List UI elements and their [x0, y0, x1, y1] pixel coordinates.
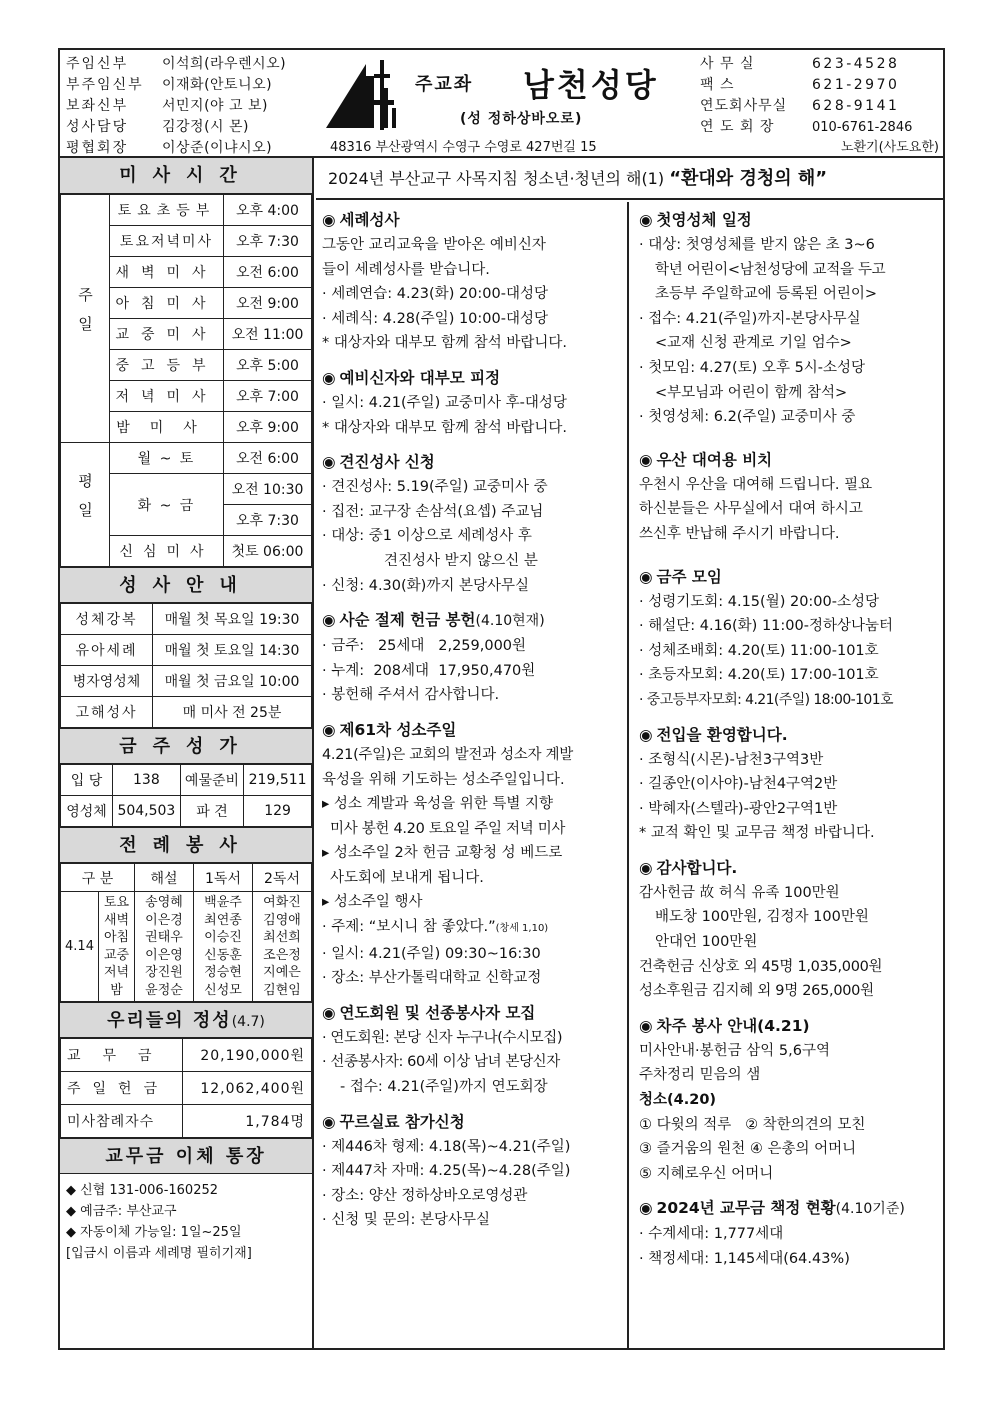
- notice-title: ◉ 감사합니다.: [639, 858, 738, 877]
- clergy-row: 보좌신부 서민지(야 고 보): [66, 98, 268, 114]
- table-row: 구 분 해설 1독서 2독서: [61, 864, 312, 892]
- target-bullet-icon: ◉: [639, 858, 653, 877]
- table-row: 성체강복 매월 첫 목요일 19:30: [61, 604, 312, 635]
- target-bullet-icon: ◉: [322, 1003, 336, 1022]
- table-row: 교무금 20,190,000원: [61, 1039, 312, 1072]
- offering-table: [60, 1038, 312, 1138]
- contact-row: 팩 스 621-2970: [700, 77, 900, 93]
- bulletin-header: [60, 50, 943, 158]
- target-bullet-icon: ◉: [322, 211, 336, 229]
- table-row: 오후 7:30: [61, 505, 312, 536]
- notice-tithe-status: ◉ 2024년 교무금 책정 현황(4.10기준) · 수계세대: 1,777세대 · 책정세대: 1,145세대(64.43%): [639, 1196, 937, 1271]
- mass-times-table: [60, 194, 312, 567]
- clergy-row: 성사담당 김강정(시 몬): [66, 119, 249, 135]
- contact-row: 연도회사무실 628-9141: [700, 98, 900, 114]
- table-row: 병자영성체 매월 첫 금요일 10:00: [61, 666, 312, 697]
- middle-column: [316, 202, 629, 1350]
- notice-cursillo: ◉ 꾸르실료 참가신청 · 제446차 형제: 4.18(목)~4.21(주일) · 제447차 자매: 4.25(목)~4.28(주일) · 장소: 양산 정하상바오로영성관 · 신청 및 문의: 본당사무실: [322, 1110, 621, 1233]
- church-title: 남천성당: [523, 66, 659, 104]
- table-row: 4.14 토요 새벽 아침 교중 저녁 밤 송영혜 이은경 권태우 이은영 장진원 윤정순 백윤주 최연종 이승진 신동훈 정승현 신성모 여화진 김영애 최선희 조은정 지예은 김현임: [61, 892, 312, 1002]
- service-reading1: 백윤주 최연종 이승진 신동훈 정승현 신성모: [194, 892, 253, 1002]
- clergy-list: [66, 54, 324, 159]
- notice-meetings: ◉ 금주 모임 · 성령기도회: 4.15(월) 20:00-소성당 · 해설단: 4.16(화) 11:00-정하상나눔터 · 성체조배회: 4.20(토) 11:00-101호 · 초등자모회: 4.20(토) 17:00-101호 · 중고등부자모회: 4.21(주일) 18:00-101호: [639, 565, 937, 713]
- table-row: 교중미사 오전 11:00: [61, 319, 312, 350]
- target-bullet-icon: ◉: [322, 368, 336, 387]
- table-row: 영성체 504,503 파 견 129: [61, 796, 312, 827]
- table-row: 신심미사 첫토 06:00: [61, 536, 312, 567]
- target-bullet-icon: ◉: [322, 453, 336, 472]
- target-bullet-icon: ◉: [639, 211, 653, 229]
- target-bullet-icon: ◉: [322, 611, 336, 630]
- target-bullet-icon: ◉: [322, 1112, 336, 1131]
- table-row: 주일헌금 12,062,400원: [61, 1072, 312, 1105]
- notice-vocation-sunday: ◉ 제61차 성소주일 4.21(주일)은 교회의 발전과 성소자 계발 육성을 위해 기도하는 성소주일입니다. ▸ 성소 계발과 육성을 위한 특별 지향 미사 봉헌 4.20 토요일 주일 저녁 미사 ▸ 성소주일 2차 헌금 교황청 성 베드로 사도회에 보내게 됩니다. ▸ 성소주일 행사 · 주제: “보시니 참 좋았다.”(창세 1,10) · 일시: 4.21(주일) 09:30~16:30 · 장소: 부산가톨릭대학교 신학교정: [322, 718, 621, 991]
- target-bullet-icon: ◉: [639, 1199, 653, 1218]
- contact-list: [700, 54, 944, 138]
- target-bullet-icon: ◉: [639, 1016, 653, 1035]
- notice-umbrella: ◉ 우산 대여용 비치 우천시 우산을 대여해 드립니다. 필요 하신분들은 사무실에서 대여 하시고 쓰신후 반납해 주시기 바랍니다.: [639, 448, 937, 547]
- bank-info: ◆ 신협 131-006-160252 ◆ 예금주: 부산교구 ◆ 자동이체 가능일: 1일~25일 [입금시 이름과 세례명 필히기재]: [66, 1183, 252, 1261]
- notice-title: ◉ 금주 모임: [639, 567, 722, 586]
- table-row: 유아세례 매월 첫 토요일 14:30: [61, 635, 312, 666]
- bulletin-page: [58, 48, 945, 1350]
- pastoral-banner: 2024년 부산교구 사목지침 청소년·청년의 해(1) “환대와 경청의 해”: [316, 158, 943, 200]
- target-bullet-icon: ◉: [322, 720, 336, 739]
- clergy-row: 부주임신부 이재화(안토니오): [66, 77, 273, 93]
- clergy-row: 주임신부 이석희(라우렌시오): [66, 56, 287, 72]
- contact-row: 연 도 회 장 010-6761-2846: [700, 119, 913, 135]
- table-row: 밤미사 오후 9:00: [61, 412, 312, 443]
- table-row: 새벽미사 오전 6:00: [61, 257, 312, 288]
- notice-title: ◉ 전입을 환영합니다.: [639, 725, 788, 744]
- table-row: 주일 토요초등부 오후 4:00: [61, 195, 312, 226]
- notice-welcome: ◉ 전입을 환영합니다. · 조형식(시몬)-남천3구역3반 · 길종안(이사야)-남천4구역2반 · 박혜자(스텔라)-광안2구역1반 * 교적 확인 및 교무금 책정 바랍니다.: [639, 723, 937, 846]
- notice-retreat: ◉ 예비신자와 대부모 피정 · 일시: 4.21(주일) 교중미사 후-대성당 * 대상자와 대부모 함께 참석 바랍니다.: [322, 366, 621, 440]
- target-bullet-icon: ◉: [639, 567, 653, 586]
- service-commentary: 송영혜 이은경 권태우 이은영 장진원 윤정순: [135, 892, 194, 1002]
- mass-times-title: 미사시간: [60, 158, 312, 194]
- target-bullet-icon: ◉: [639, 725, 653, 744]
- table-row: 고해성사 매 미사 전 25분: [61, 697, 312, 728]
- notice-title: ◉ 견진성사 신청: [322, 453, 435, 472]
- clergy-row: 평협회장 이상준(이냐시오): [66, 140, 273, 156]
- table-row: 화 ~ 금 오전 10:30: [61, 474, 312, 505]
- notice-title: ◉ 세례성사: [322, 211, 400, 229]
- notice-thanks: ◉ 감사합니다. 감사헌금 故 허식 유족 100만원 배도창 100만원, 김정자 100만원 안대언 100만원 건축헌금 신상호 외 45명 1,035,000원 성소후원금 김지혜 외 9명 265,000원: [639, 856, 937, 1004]
- notice-recruit: ◉ 연도회원 및 선종봉사자 모집 · 연도회원: 본당 신자 누구나(수시모집) · 선종봉사자: 60세 이상 남녀 본당신자 - 접수: 4.21(주일)까지 연도회장: [322, 1001, 621, 1100]
- notice-title: ◉ 첫영성체 일정: [639, 211, 752, 229]
- patron-saint: (성 정하상바오로): [460, 111, 583, 127]
- service-reading2: 여화진 김영애 최선희 조은정 지예은 김현임: [253, 892, 312, 1002]
- hymns-table: [60, 764, 312, 827]
- offering-title: 우리들의 정성(4.7): [60, 1002, 312, 1038]
- bank-title: 교무금 이체 통장: [60, 1138, 312, 1174]
- notice-next-service: ◉ 차주 봉사 안내(4.21) 미사안내·봉헌금 삼익 5,6구역 주차정리 믿음의 샘 청소(4.20) ① 다윗의 적루 ② 착한의견의 모친 ③ 즐거움의 원천 ④ 은총의 어머니 ⑤ 지혜로우신 어머니: [639, 1014, 937, 1187]
- notice-title: ◉ 차주 봉사 안내(4.21): [639, 1016, 810, 1035]
- notice-title: ◉ 꾸르실료 참가신청: [322, 1112, 465, 1131]
- notice-title: ◉ 제61차 성소주일: [322, 720, 457, 739]
- notice-title: ◉ 예비신자와 대부모 피정: [322, 368, 501, 387]
- diocese-label: 주교좌: [415, 74, 474, 95]
- table-row: 평일 월 ~ 토 오전 6:00: [61, 443, 312, 474]
- church-name: [415, 60, 675, 104]
- sacraments-title: 성사안내: [60, 567, 312, 603]
- table-row: 저녁미사 오후 7:00: [61, 381, 312, 412]
- notice-title: ◉ 2024년 교무금 책정 현황(4.10기준): [639, 1199, 905, 1218]
- sunday-group-label: 주일: [61, 195, 110, 443]
- target-bullet-icon: ◉: [639, 450, 653, 469]
- notice-first-communion: ◉ 첫영성체 일정 · 대상: 첫영성체를 받지 않은 초 3~6 학년 어린이<남천성당에 교적을 두고 초등부 주일학교에 등록된 어린이> · 접수: 4.21(주일)까지-본당사무실 <교재 신청 관계로 기일 엄수> · 첫모임: 4.27(토) 오후 5시-소성당 <부모님과 어린이 함께 참석> · 첫영성체: 6.2(주일) 교중미사 중: [639, 208, 937, 430]
- liturgy-service-table: [60, 863, 312, 1002]
- right-column: [631, 202, 943, 1350]
- notice-title: ◉ 사순 절제 헌금 봉헌(4.10현재): [322, 611, 545, 630]
- yeondo-leader-name: 노환기(사도요한): [840, 140, 939, 155]
- weekday-group-label: 평일: [61, 443, 110, 567]
- hymns-title: 금주성가: [60, 728, 312, 764]
- left-column: [60, 158, 314, 1350]
- table-row: 입 당 138 예물준비 219,511: [61, 765, 312, 796]
- liturgy-service-title: 전례봉사: [60, 827, 312, 863]
- sacraments-table: [60, 603, 312, 728]
- table-row: 중고등부 오후 5:00: [61, 350, 312, 381]
- table-row: 토요저녁미사 오후 7:30: [61, 226, 312, 257]
- church-logo-icon: [322, 56, 402, 134]
- church-address: 48316 부산광역시 수영구 수영로 427번길 15: [330, 140, 597, 155]
- notice-baptism: ◉ 세례성사 그동안 교리교육을 받아온 예비신자 들이 세례성사를 받습니다. · 세례연습: 4.23(화) 20:00-대성당 · 세례식: 4.28(주일) 10:00-대성당 * 대상자와 대부모 함께 참석 바랍니다.: [322, 208, 621, 356]
- notice-confirmation: ◉ 견진성사 신청 · 견진성사: 5.19(주일) 교중미사 중 · 집전: 교구장 손삼석(요셉) 주교님 · 대상: 중1 이상으로 세례성사 후 견진성사 받지 않으신 분 · 신청: 4.30(화)까지 본당사무실: [322, 450, 621, 598]
- service-slots: 토요 새벽 아침 교중 저녁 밤: [99, 892, 135, 1002]
- notice-title: ◉ 연도회원 및 선종봉사자 모집: [322, 1003, 536, 1022]
- notice-lent-offering: ◉ 사순 절제 헌금 봉헌(4.10현재) · 금주: 25세대 2,259,000원 · 누계: 208세대 17,950,470원 · 봉헌해 주셔서 감사합니다.: [322, 608, 621, 708]
- table-row: 미사참례자수 1,784명: [61, 1105, 312, 1138]
- contact-row: 사 무 실 623-4528: [700, 56, 900, 72]
- notice-title: ◉ 우산 대여용 비치: [639, 450, 773, 469]
- table-row: 아침미사 오전 9:00: [61, 288, 312, 319]
